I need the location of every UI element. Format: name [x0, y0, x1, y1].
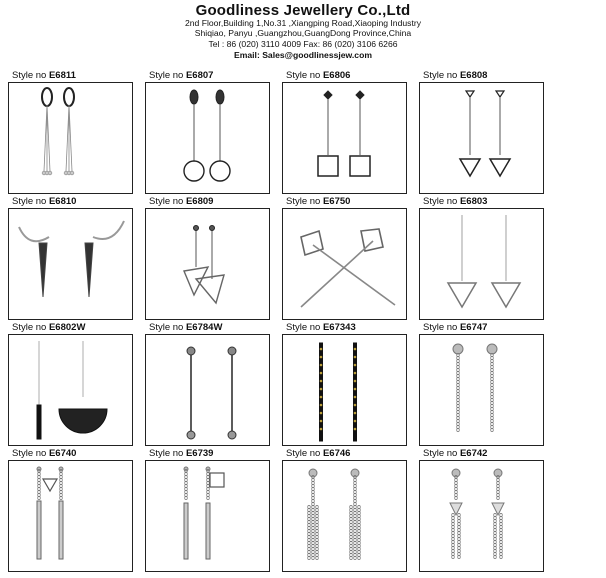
style-label — [423, 70, 487, 81]
product-image-frame — [145, 82, 270, 194]
style-number: E6811 — [48, 70, 76, 81]
style-prefix: Style no — [423, 70, 460, 81]
product-cell — [145, 196, 273, 322]
style-prefix: Style no — [12, 70, 49, 81]
style-label — [149, 196, 213, 207]
product-cell — [419, 322, 547, 448]
product-cell — [419, 196, 547, 322]
style-label — [423, 448, 487, 459]
product-image-frame — [419, 460, 544, 572]
product-image-frame — [145, 334, 270, 446]
style-prefix: Style no — [286, 70, 323, 81]
style-number: E6747 — [459, 322, 488, 333]
product-cell — [282, 196, 410, 322]
cuff-spike-earrings-image — [9, 209, 132, 319]
triangle-stud-bar-triangle-earrings-image — [420, 83, 543, 193]
style-prefix: Style no — [423, 322, 460, 333]
wire-triangle-earrings-image — [146, 209, 269, 319]
style-prefix: Style no — [149, 448, 186, 459]
style-label — [423, 322, 487, 333]
triangle-chain-bar-earrings-image — [9, 461, 132, 571]
style-label — [286, 70, 350, 81]
style-number: E6784W — [185, 322, 223, 333]
product-cell — [8, 448, 136, 574]
product-cell — [419, 70, 547, 196]
style-label — [12, 322, 85, 333]
ball-bar-earrings-image — [146, 335, 269, 445]
style-number: E6810 — [48, 196, 77, 207]
product-image-frame — [8, 460, 133, 572]
address-line-2: Shiqiao, Panyu ,Guangzhou,GuangDong Province,China — [194, 28, 412, 38]
oval-stud-bar-circle-earrings-image — [146, 83, 269, 193]
style-label — [286, 448, 350, 459]
style-number: E6742 — [459, 448, 488, 459]
square-chain-bar-earrings-image — [146, 461, 269, 571]
style-number: E6746 — [322, 448, 351, 459]
crystal-cluster-chain-earrings-image — [420, 461, 543, 571]
product-cell — [282, 448, 410, 574]
style-number: E6750 — [322, 196, 351, 207]
style-number: E6808 — [459, 70, 488, 81]
style-prefix: Style no — [12, 322, 49, 333]
style-prefix: Style no — [12, 448, 49, 459]
style-prefix: Style no — [286, 196, 323, 207]
style-label — [149, 70, 213, 81]
diamond-stud-bar-square-earrings-image — [283, 83, 406, 193]
product-cell — [145, 70, 273, 196]
style-label — [286, 322, 356, 333]
product-image-frame — [282, 334, 407, 446]
pave-cube-long-pin-earrings-image — [283, 209, 406, 319]
long-chain-triangle-earrings-image — [420, 209, 543, 319]
style-number: E6806 — [322, 70, 351, 81]
style-number: E6807 — [185, 70, 214, 81]
style-prefix: Style no — [423, 196, 460, 207]
style-label — [286, 196, 350, 207]
chain-tassel-earrings-image — [283, 461, 406, 571]
style-label — [12, 196, 76, 207]
bar-half-moon-earrings-image — [9, 335, 132, 445]
style-prefix: Style no — [286, 448, 323, 459]
style-label — [149, 448, 213, 459]
product-cell — [145, 322, 273, 448]
company-name: Goodliness Jewellery Co.,Ltd — [195, 2, 411, 19]
style-prefix: Style no — [149, 70, 186, 81]
black-gold-bar-earrings-image — [283, 335, 406, 445]
style-prefix: Style no — [12, 196, 49, 207]
product-image-frame — [282, 82, 407, 194]
product-cell — [8, 322, 136, 448]
product-cell — [145, 448, 273, 574]
style-number: E6809 — [185, 196, 214, 207]
product-cell — [282, 322, 410, 448]
product-image-frame — [282, 460, 407, 572]
style-prefix: Style no — [286, 322, 323, 333]
style-prefix: Style no — [149, 196, 186, 207]
email-line: Email: Sales@goodlinessjew.com — [234, 50, 372, 60]
product-image-frame — [145, 460, 270, 572]
style-label — [12, 70, 76, 81]
product-image-frame — [8, 334, 133, 446]
product-cell — [282, 70, 410, 196]
style-number: E6740 — [48, 448, 77, 459]
product-cell — [8, 70, 136, 196]
style-prefix: Style no — [149, 322, 186, 333]
product-cell — [419, 448, 547, 574]
contact-line: Tel : 86 (020) 3110 4009 Fax: 86 (020) 3106 6266 — [208, 39, 398, 49]
style-label — [149, 322, 222, 333]
product-image-frame — [8, 208, 133, 320]
product-image-frame — [282, 208, 407, 320]
style-number: E6803 — [459, 196, 488, 207]
style-label — [423, 196, 487, 207]
stud-long-chain-earrings-image — [420, 335, 543, 445]
product-image-frame — [419, 82, 544, 194]
product-image-frame — [8, 82, 133, 194]
style-number: E6802W — [48, 322, 86, 333]
style-label — [12, 448, 76, 459]
address-line-1: 2nd Floor,Building 1,No.31 ,Xiangping Road,Xiaoping Industry — [184, 18, 421, 28]
style-number: E67343 — [322, 322, 356, 333]
style-prefix: Style no — [423, 448, 460, 459]
product-image-frame — [419, 208, 544, 320]
product-image-frame — [145, 208, 270, 320]
style-number: E6739 — [185, 448, 214, 459]
product-cell — [8, 196, 136, 322]
oval-loop-chain-tassel-earrings-image — [9, 83, 132, 193]
product-image-frame — [419, 334, 544, 446]
